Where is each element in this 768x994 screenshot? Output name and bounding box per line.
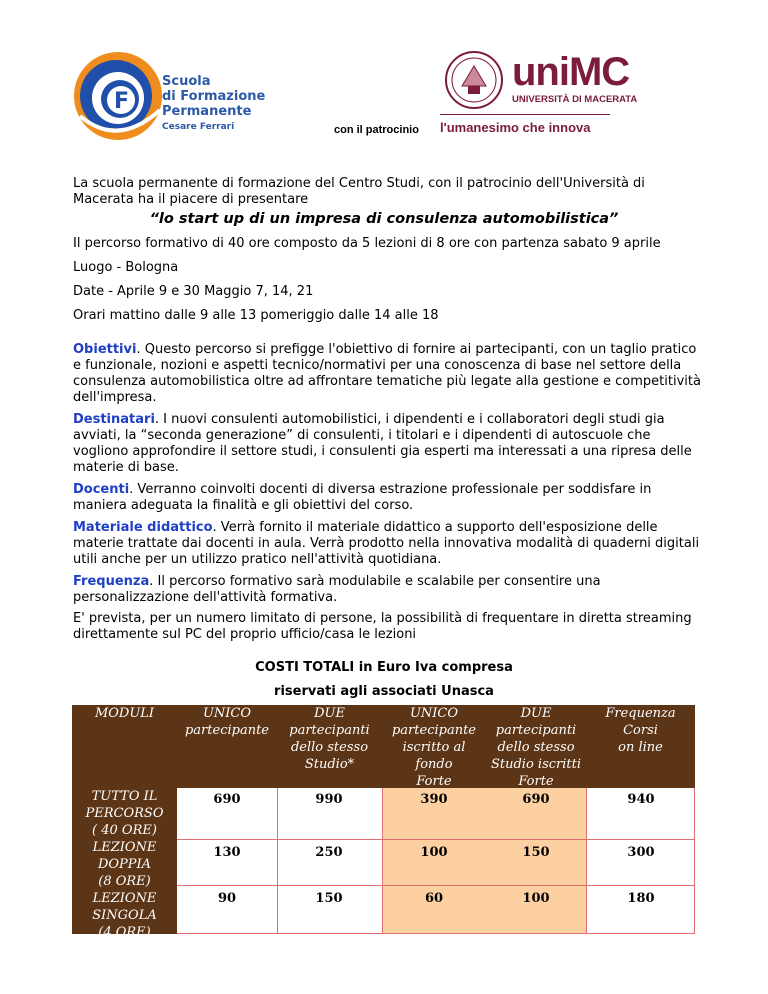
section-text: . Verranno coinvolti docenti di diversa estrazione professionale per soddisfare in maniera adeguata la finalità e gli obiettivi del corso. — [73, 482, 652, 513]
section-label: Materiale didattico — [73, 520, 213, 535]
university-logo-name: uniMC — [512, 50, 630, 94]
header-due-forte: DUE partecipanti dello stesso Studio iscritti Forte — [490, 706, 582, 789]
table-cell: 100 — [522, 891, 550, 906]
school-logo-icon — [72, 46, 167, 146]
header-moduli: MODULI — [94, 706, 155, 721]
table-cell: 130 — [213, 845, 241, 860]
university-logo-subtitle: UNIVERSITÀ DI MACERATA — [512, 94, 638, 105]
section-label: Destinatari — [73, 412, 155, 427]
school-logo-line1: Scuola — [162, 74, 211, 89]
school-logo-line3: Permanente — [162, 104, 252, 119]
cost-table — [72, 705, 695, 940]
section-obiettivi — [73, 342, 703, 406]
table-divider — [277, 788, 278, 934]
intro-paragraph: La scuola permanente di formazione del Centro Studi, con il patrocinio dell'Università di Macerata ha il piacere di presentare — [73, 176, 645, 207]
header-due: DUE partecipanti dello stesso Studio* — [289, 706, 370, 772]
table-divider — [382, 788, 383, 934]
table-cell: 990 — [315, 792, 343, 807]
university-seal-icon — [442, 50, 506, 110]
school-logo-line2: di Formazione — [162, 89, 266, 104]
section-docenti — [73, 482, 703, 514]
school-logo-line4: Cesare Ferrari — [162, 122, 235, 132]
university-logo-divider — [440, 114, 610, 115]
detail-dates: Date - Aprile 9 e 30 Maggio 7, 14, 21 — [73, 284, 314, 299]
university-logo — [440, 50, 638, 140]
table-cell: 100 — [420, 845, 448, 860]
table-divider — [694, 788, 695, 934]
table-cell: 90 — [217, 891, 237, 906]
table-forte-highlight — [382, 788, 586, 934]
school-logo — [72, 46, 272, 146]
course-title: “lo start up di un impresa di consulenza automobilistica” — [149, 211, 619, 227]
patrocinio-label: con il patrocinio — [334, 124, 419, 136]
table-divider — [177, 885, 695, 886]
header-unico-forte: UNICO partecipante iscritto al fondo Forte — [391, 706, 476, 789]
module-lezione-doppia: LEZIONE DOPPIA (8 ORE) — [92, 840, 157, 889]
table-cell: 690 — [213, 792, 241, 807]
module-tutto-percorso: TUTTO IL PERCORSO ( 40 ORE) — [85, 789, 164, 838]
detail-location: Luogo - Bologna — [73, 260, 179, 275]
costs-subheading: riservati agli associati Unasca — [274, 684, 494, 699]
table-cell: 940 — [627, 792, 655, 807]
table-divider — [177, 839, 695, 840]
table-cell: 390 — [420, 792, 448, 807]
detail-hours: Orari mattino dalle 9 alle 13 pomeriggio dalle 14 alle 18 — [73, 308, 439, 323]
section-label: Docenti — [73, 482, 130, 497]
table-cell: 150 — [522, 845, 550, 860]
section-frequenza — [73, 574, 703, 606]
section-destinatari — [73, 412, 703, 476]
section-materiale — [73, 520, 703, 568]
table-cell: 60 — [424, 891, 444, 906]
section-label: Frequenza — [73, 574, 150, 589]
table-cell: 180 — [627, 891, 655, 906]
module-lezione-singola: LEZIONE SINGOLA (4 ORE) — [92, 891, 157, 940]
table-cell: 250 — [315, 845, 343, 860]
table-cell: 300 — [627, 845, 655, 860]
section-text: . Questo percorso si prefigge l'obiettivo di fornire ai partecipanti, con un taglio pratico e funzionale, nozioni e aspetti tecnico/normativi per una conoscenza di base nel settore della consulenza automobilistica oltre ad affrontare tematiche più legate alla gestione e competitività dell'impresa. — [73, 342, 701, 405]
svg-text:F: F — [114, 89, 130, 114]
streaming-note: E' prevista, per un numero limitato di persone, la possibilità di frequentare in diretta streaming direttamente sul PC del proprio ufficio/casa le lezioni — [73, 611, 692, 642]
university-logo-motto: l'umanesimo che innova — [440, 120, 591, 135]
header-frequenza: Frequenza Corsi on line — [605, 706, 676, 755]
detail-duration: Il percorso formativo di 40 ore composto da 5 lezioni di 8 ore con partenza sabato 9 aprile — [73, 236, 661, 251]
section-text: . Verrà fornito il materiale didattico a supporto dell'esposizione delle materie trattate dai docenti in aula. Verrà prodotto nella innovativa modalità di quaderni digitali utili anche per un utilizzo pratico nell'attività quotidiana. — [73, 520, 700, 567]
table-divider — [177, 933, 695, 934]
section-label: Obiettivi — [73, 342, 137, 357]
table-divider — [586, 788, 587, 934]
costs-heading: COSTI TOTALI in Euro Iva compresa — [255, 660, 513, 675]
section-text: . Il percorso formativo sarà modulabile e scalabile per consentire una personalizzazione dell'attività formativa. — [73, 574, 601, 605]
header-unico: UNICO partecipante — [184, 706, 269, 738]
table-cell: 690 — [522, 792, 550, 807]
table-cell: 150 — [315, 891, 343, 906]
section-text: . I nuovi consulenti automobilistici, i dipendenti e i collaboratori degli studi gia avviati, la “seconda generazione” di consulenti, i titolari e i dipendenti di autoscuole che vogliono approfondire il settore studi, i consulenti gia esperti ma interessati a una ripresa delle materie di base. — [73, 412, 692, 475]
